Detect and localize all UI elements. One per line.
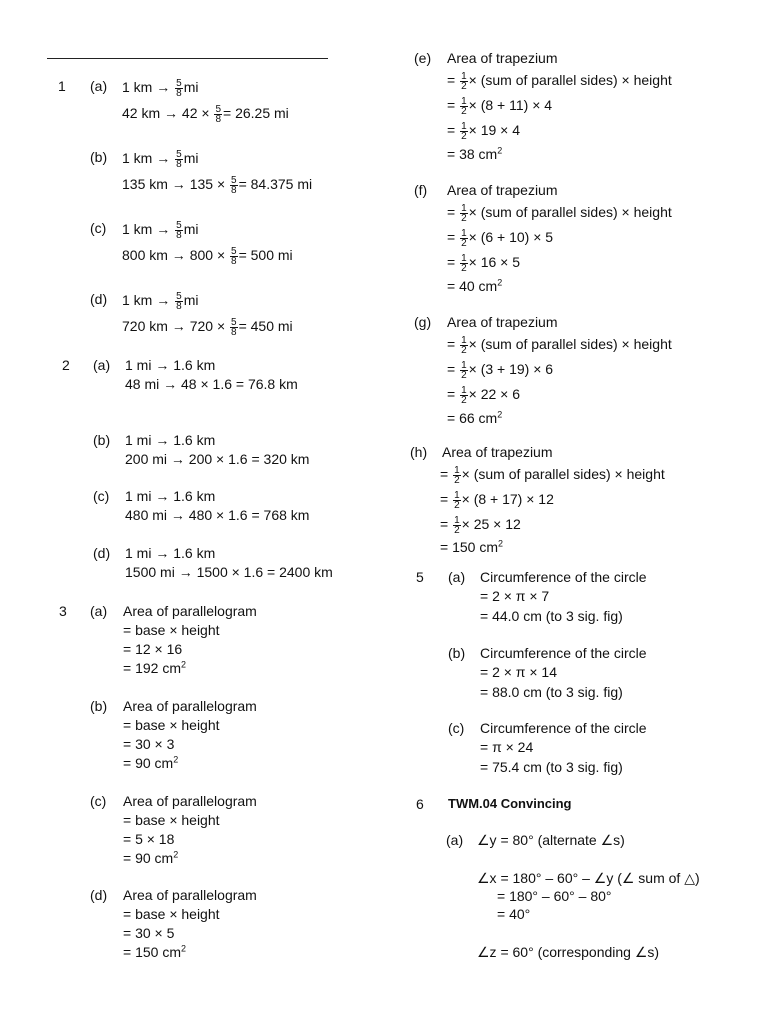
conversion-line: 1 km → $\frac{5}{8}$ mi — [122, 77, 199, 99]
fraction: $\frac{1}{2}$ — [461, 359, 467, 381]
part-label: (c) — [93, 488, 110, 504]
fraction: $\frac{1}{2}$ — [461, 70, 467, 92]
formula-line: = base × height — [123, 717, 220, 733]
formula-line: = $\frac{1}{2}$ × (sum of parallel sides) × height — [447, 334, 672, 356]
angle-x-line: ∠x = 180° – 60° – ∠y (∠ sum of △) — [477, 870, 700, 886]
area-heading: Area of parallelogram — [123, 793, 257, 809]
simplify-line: = $\frac{1}{2}$ × 22 × 6 — [447, 384, 521, 406]
part-label: (e) — [414, 50, 432, 66]
fraction: $\frac{1}{2}$ — [461, 384, 467, 406]
working-line: 200 mi → 200 × 1.6 = 320 km — [125, 451, 310, 467]
circumference-heading: Circumference of the circle — [480, 720, 647, 736]
result-line: = 88.0 cm (to 3 sig. fig) — [480, 684, 623, 700]
working-line: 42 km → 42 × $\frac{5}{8}$ = 26.25 mi — [122, 103, 289, 125]
question-number: 3 — [59, 603, 67, 619]
question-number: 6 — [416, 796, 424, 812]
formula-line: = base × height — [123, 812, 220, 828]
area-heading: Area of trapezium — [442, 444, 553, 460]
fraction: $\frac{1}{2}$ — [461, 334, 467, 356]
conversion-line: 1 km → $\frac{5}{8}$ mi — [122, 290, 199, 312]
header-rule — [47, 58, 328, 59]
working-line: 135 km → 135 × $\frac{5}{8}$ = 84.375 mi — [122, 174, 313, 196]
substitution-line: = $\frac{1}{2}$ × (3 + 19) × 6 — [447, 359, 554, 381]
part-label: (a) — [446, 832, 464, 848]
formula-line: = $\frac{1}{2}$ × (sum of parallel sides) × height — [447, 202, 672, 224]
question-6-title: TWM.04 Convincing — [448, 796, 572, 811]
result-line: = 40 $cm^2$ — [447, 277, 503, 294]
area-heading: Area of parallelogram — [123, 698, 257, 714]
substitution-line: = 5 × 18 — [123, 831, 175, 847]
part-label: (a) — [90, 78, 108, 94]
part-label: (b) — [90, 698, 108, 714]
result-line: = 192 $cm^2$ — [123, 659, 186, 676]
result-line: = 44.0 cm (to 3 sig. fig) — [480, 608, 623, 624]
fraction: $\frac{5}{8}$ — [215, 103, 221, 125]
fraction: $\frac{5}{8}$ — [176, 77, 182, 99]
part-label: (g) — [414, 314, 432, 330]
conversion-line: 1 mi → 1.6 km — [125, 488, 216, 504]
area-heading: Area of trapezium — [447, 182, 558, 198]
fraction: $\frac{5}{8}$ — [176, 219, 182, 241]
formula-line: = 2 × π × 14 — [480, 664, 557, 680]
part-label: (c) — [90, 220, 107, 236]
fraction: $\frac{1}{2}$ — [454, 489, 460, 511]
part-label: (h) — [410, 444, 428, 460]
conversion-line: 1 mi → 1.6 km — [125, 545, 216, 561]
substitution-line: = 12 × 16 — [123, 641, 183, 657]
simplify-line: = $\frac{1}{2}$ × 19 × 4 — [447, 120, 521, 142]
fraction: $\frac{5}{8}$ — [231, 316, 237, 338]
conversion-line: 1 km → $\frac{5}{8}$ mi — [122, 219, 199, 241]
fraction: $\frac{1}{2}$ — [461, 252, 467, 274]
working-line: 800 km → 800 × $\frac{5}{8}$ = 500 mi — [122, 245, 293, 267]
formula-line: = 2 × π × 7 — [480, 588, 550, 604]
formula-line: = base × height — [123, 622, 220, 638]
substitution-line: = $\frac{1}{2}$ × (6 + 10) × 5 — [447, 227, 554, 249]
fraction: $\frac{1}{2}$ — [461, 120, 467, 142]
working-line: 720 km → 720 × $\frac{5}{8}$ = 450 mi — [122, 316, 293, 338]
working-line: 1500 mi → 1500 × 1.6 = 2400 km — [125, 564, 333, 580]
part-label: (f) — [414, 182, 428, 198]
part-label: (c) — [448, 720, 465, 736]
question-number: 2 — [62, 357, 70, 373]
part-label: (b) — [93, 432, 111, 448]
conversion-line: 1 mi → 1.6 km — [125, 357, 216, 373]
angle-x-working: = 180° – 60° – 80° — [497, 888, 612, 904]
result-line: = 75.4 cm (to 3 sig. fig) — [480, 759, 623, 775]
formula-line: = π × 24 — [480, 739, 534, 755]
formula-line: = $\frac{1}{2}$ × (sum of parallel sides) × height — [447, 70, 672, 92]
formula-line: = $\frac{1}{2}$ × (sum of parallel sides) × height — [440, 464, 665, 486]
part-label: (d) — [93, 545, 111, 561]
area-heading: Area of parallelogram — [123, 603, 257, 619]
working-line: 480 mi → 480 × 1.6 = 768 km — [125, 507, 310, 523]
fraction: $\frac{5}{8}$ — [176, 290, 182, 312]
fraction: $\frac{5}{8}$ — [176, 148, 182, 170]
fraction: $\frac{1}{2}$ — [454, 514, 460, 536]
result-line: = 150 $cm^2$ — [123, 943, 186, 960]
question-number: 5 — [416, 569, 424, 585]
part-label: (a) — [448, 569, 466, 585]
part-label: (b) — [448, 645, 466, 661]
fraction: $\frac{5}{8}$ — [231, 174, 237, 196]
part-label: (c) — [90, 793, 107, 809]
part-label: (a) — [93, 357, 111, 373]
result-line: = 38 $cm^2$ — [447, 145, 503, 162]
result-line: = 90 $cm^2$ — [123, 754, 179, 771]
question-number: 1 — [58, 78, 66, 94]
simplify-line: = $\frac{1}{2}$ × 16 × 5 — [447, 252, 521, 274]
area-heading: Area of parallelogram — [123, 887, 257, 903]
angle-x-result: = 40° — [497, 906, 531, 922]
simplify-line: = $\frac{1}{2}$ × 25 × 12 — [440, 514, 521, 536]
working-line: 48 mi → 48 × 1.6 = 76.8 km — [125, 376, 298, 392]
fraction: $\frac{1}{2}$ — [461, 227, 467, 249]
part-label: (d) — [90, 887, 108, 903]
circumference-heading: Circumference of the circle — [480, 645, 647, 661]
result-line: = 90 $cm^2$ — [123, 849, 179, 866]
area-heading: Area of trapezium — [447, 50, 558, 66]
substitution-line: = 30 × 5 — [123, 925, 175, 941]
conversion-line: 1 km → $\frac{5}{8}$ mi — [122, 148, 199, 170]
fraction: $\frac{1}{2}$ — [454, 464, 460, 486]
part-label: (b) — [90, 149, 108, 165]
circumference-heading: Circumference of the circle — [480, 569, 647, 585]
fraction: $\frac{1}{2}$ — [461, 95, 467, 117]
part-label: (d) — [90, 291, 108, 307]
substitution-line: = $\frac{1}{2}$ × (8 + 11) × 4 — [447, 95, 553, 117]
conversion-line: 1 mi → 1.6 km — [125, 432, 216, 448]
fraction: $\frac{5}{8}$ — [231, 245, 237, 267]
part-label: (a) — [90, 603, 108, 619]
substitution-line: = $\frac{1}{2}$ × (8 + 17) × 12 — [440, 489, 554, 511]
area-heading: Area of trapezium — [447, 314, 558, 330]
angle-y-line: ∠y = 80° (alternate ∠s) — [477, 832, 625, 848]
angle-z-line: ∠z = 60° (corresponding ∠s) — [477, 944, 660, 960]
fraction: $\frac{1}{2}$ — [461, 202, 467, 224]
substitution-line: = 30 × 3 — [123, 736, 175, 752]
result-line: = 66 $cm^2$ — [447, 409, 503, 426]
result-line: = 150 $cm^2$ — [440, 538, 503, 555]
formula-line: = base × height — [123, 906, 220, 922]
